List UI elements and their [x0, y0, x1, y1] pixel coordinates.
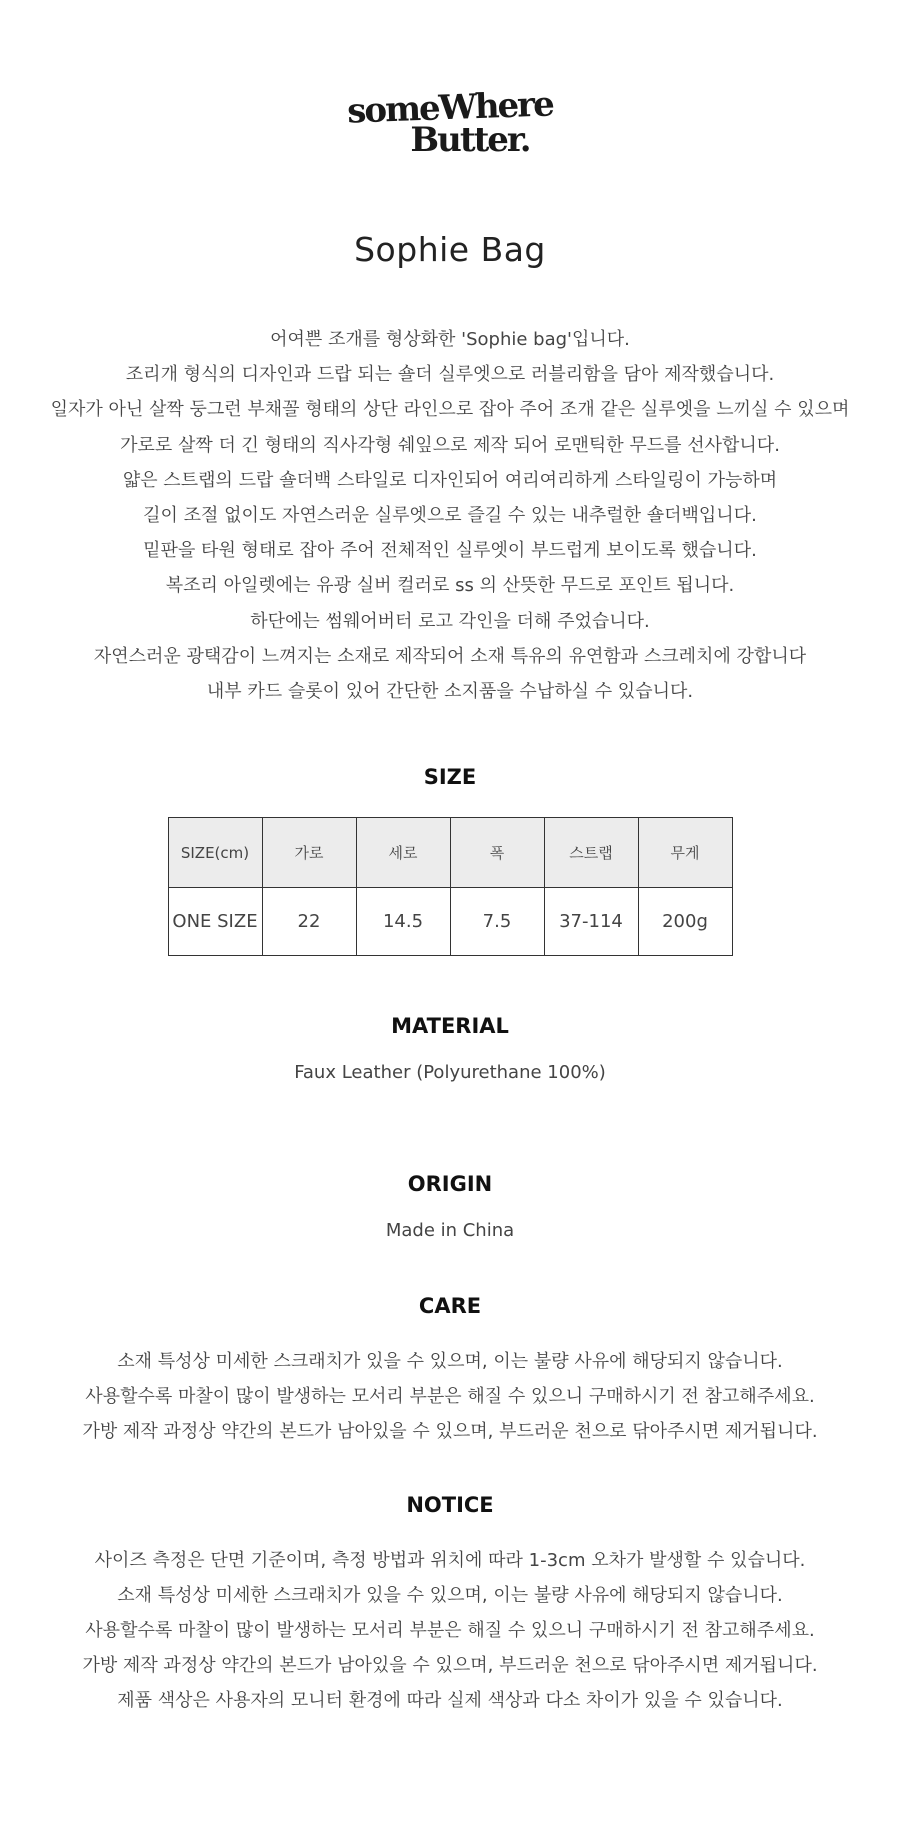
- origin-value: Made in China: [385, 1220, 515, 1242]
- size-table-header-cell: 스트랩: [544, 818, 638, 888]
- product-title: Sophie Bag: [354, 230, 546, 269]
- product-description: [0, 322, 900, 709]
- description-line: 밑판을 타원 형태로 잡아 주어 전체적인 실루엣이 부드럽게 보이도록 했습니다.: [143, 540, 757, 562]
- size-table-header-cell: SIZE(cm): [168, 818, 262, 888]
- size-table-header-row: [168, 818, 732, 888]
- notice-heading: NOTICE: [406, 1493, 494, 1518]
- notice-line: 가방 제작 과정상 약간의 본드가 남아있을 수 있으며, 부드러운 천으로 닦아주시면 제거됩니다.: [82, 1655, 818, 1677]
- care-heading: CARE: [418, 1294, 482, 1319]
- care-line: 사용할수록 마찰이 많이 발생하는 모서리 부분은 해질 수 있으니 구매하시기 전 참고해주세요.: [85, 1386, 815, 1408]
- size-table-header-cell: 무게: [638, 818, 732, 888]
- description-line: 복조리 아일렛에는 유광 실버 컬러로 ss 의 산뜻한 무드로 포인트 됩니다.: [165, 575, 735, 597]
- care-text: [0, 1344, 900, 1449]
- description-line: 자연스러운 광택감이 느껴지는 소재로 제작되어 소재 특유의 유연함과 스크레치에 강합니다: [93, 645, 807, 667]
- care-line: 가방 제작 과정상 약간의 본드가 남아있을 수 있으며, 부드러운 천으로 닦아주시면 제거됩니다.: [82, 1421, 818, 1443]
- brand-logo-line2: Butter.: [410, 120, 530, 160]
- size-table-header-cell: 가로: [262, 818, 356, 888]
- description-line: 조리개 형식의 디자인과 드랍 되는 숄더 실루엣으로 러블리함을 담아 제작했습니다.: [125, 364, 775, 386]
- table-row: [168, 888, 732, 956]
- size-table-cell: 14.5: [356, 888, 450, 956]
- brand-logo: [345, 0, 555, 170]
- size-table-header-cell: 폭: [450, 818, 544, 888]
- description-line: 가로로 살짝 더 긴 형태의 직사각형 쉐잎으로 제작 되어 로맨틱한 무드를 선사합니다.: [120, 434, 780, 456]
- notice-line: 사이즈 측정은 단면 기준이며, 측정 방법과 위치에 따라 1-3cm 오차가 발생할 수 있습니다.: [94, 1550, 806, 1572]
- material-value: Faux Leather (Polyurethane 100%): [294, 1062, 606, 1084]
- size-table-cell: 22: [262, 888, 356, 956]
- size-table-cell: ONE SIZE: [168, 888, 262, 956]
- description-line: 길이 조절 없이도 자연스러운 실루엣으로 즐길 수 있는 내추럴한 숄더백입니다.: [143, 505, 757, 527]
- notice-line: 사용할수록 마찰이 많이 발생하는 모서리 부분은 해질 수 있으니 구매하시기 전 참고해주세요.: [85, 1620, 815, 1642]
- notice-line: 제품 색상은 사용자의 모니터 환경에 따라 실제 색상과 다소 차이가 있을 수 있습니다.: [117, 1690, 783, 1712]
- description-line: 하단에는 썸웨어버터 로고 각인을 더해 주었습니다.: [250, 610, 650, 632]
- material-heading: MATERIAL: [391, 1014, 509, 1039]
- size-heading: SIZE: [423, 765, 477, 790]
- description-line: 내부 카드 슬롯이 있어 간단한 소지품을 수납하실 수 있습니다.: [206, 681, 694, 703]
- description-line: 일자가 아닌 살짝 둥그런 부채꼴 형태의 상단 라인으로 잡아 주어 조개 같은 실루엣을 느끼실 수 있으며: [50, 399, 850, 421]
- size-table-header-cell: 세로: [356, 818, 450, 888]
- size-table-cell: 200g: [638, 888, 732, 956]
- origin-heading: ORIGIN: [407, 1172, 493, 1197]
- description-line: 어여쁜 조개를 형상화한 'Sophie bag'입니다.: [270, 329, 630, 350]
- size-table-cell: 7.5: [450, 888, 544, 956]
- description-line: 얇은 스트랩의 드랍 숄더백 스타일로 디자인되어 여리여리하게 스타일링이 가능하며: [122, 469, 778, 491]
- brand-logo-line1: someWhere: [346, 84, 554, 132]
- care-line: 소재 특성상 미세한 스크래치가 있을 수 있으며, 이는 불량 사유에 해당되지 않습니다.: [117, 1351, 783, 1373]
- size-table-cell: 37-114: [544, 888, 638, 956]
- size-table: [168, 817, 733, 956]
- notice-line: 소재 특성상 미세한 스크래치가 있을 수 있으며, 이는 불량 사유에 해당되지 않습니다.: [117, 1585, 783, 1607]
- notice-text: [0, 1543, 900, 1718]
